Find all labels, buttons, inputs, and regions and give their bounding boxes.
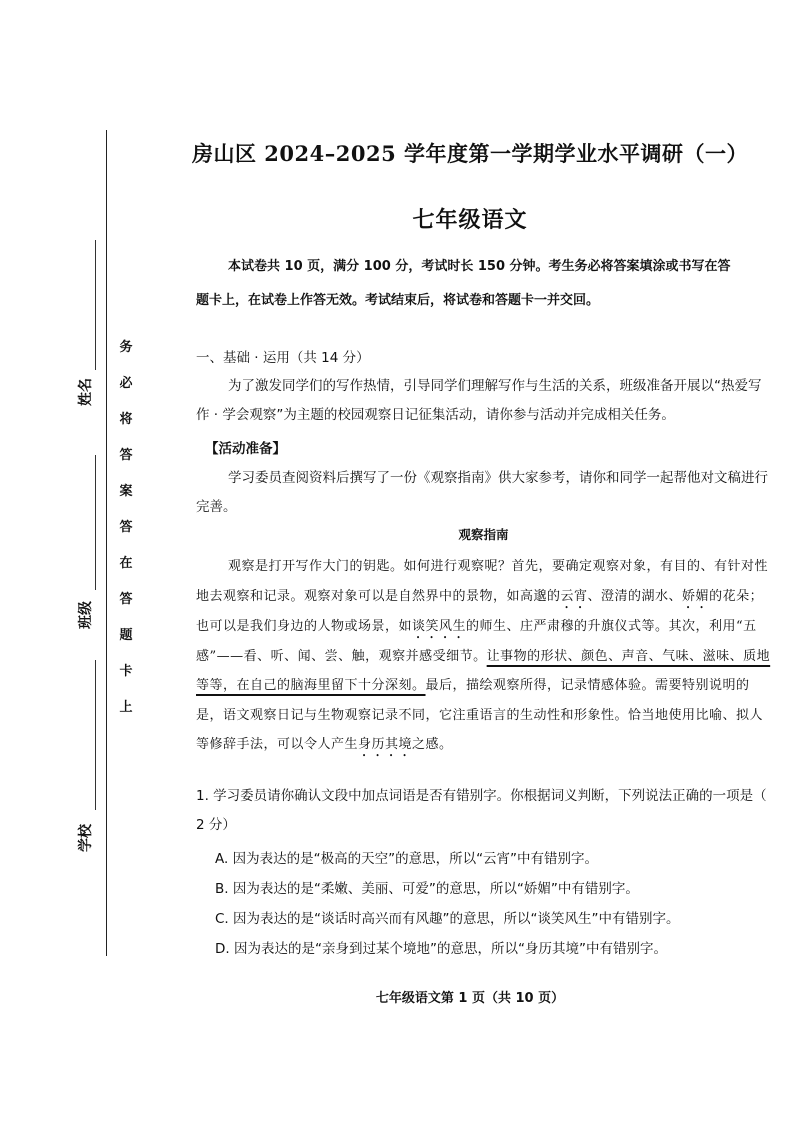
prep-paragraph: 学习委员查阅资料后撰写了一份《观察指南》供大家参考，请你和同学一起帮他对文稿进行完善。 — [196, 470, 768, 515]
guide-text: 观察是打开写作大门的钥匙。如何进行观察呢？首先，要确定观察对象，有目的、有针对性地去观察和记录。观察对象可以是自然界中的景物，如高邈的 — [196, 559, 769, 604]
binding-note-char: 题 — [119, 628, 133, 643]
class-field-line[interactable] — [95, 455, 96, 590]
guide-text: 最后，描绘观察所得，记录情感体验。需要特别说明的是，语文观察日记与生物观察记录不同，它注重语言的生动性和形象性。恰当地使用比喻、拟人等修辞手法，可以令人产生 — [196, 678, 764, 752]
question-stem: 1. 学习委员请你确认文段中加点词语是否有错别字。你根据词义判断，下列说法正确的一项是（ 2 分） — [196, 788, 767, 833]
exam-instructions — [196, 250, 771, 318]
dotted-word: 身历其境 — [358, 737, 413, 752]
dotted-word: 谈笑风生 — [412, 618, 467, 634]
name-field[interactable] — [70, 240, 100, 440]
binding-note-char: 在 — [119, 556, 133, 571]
guide-passage — [196, 552, 771, 760]
binding-note-char: 上 — [119, 700, 133, 715]
instructions-line: 题卡上，在试卷上作答无效。考试结束后，将试卷和答题卡一并交回。 — [196, 293, 600, 308]
school-field-label: 学校 — [78, 824, 94, 852]
binding-note-char: 案 — [119, 484, 133, 499]
guide-title: 观察指南 — [458, 527, 509, 542]
binding-note-char: 答 — [119, 520, 133, 535]
page-footer: 七年级语文第 1 页（共 10 页） — [375, 991, 565, 1006]
option-d[interactable]: D. 因为表达的是“亲身到过某个境地”的意思，所以“身历其境”中有错别字。 — [215, 941, 667, 957]
dotted-word: 云宵 — [560, 588, 588, 604]
activity-tag: 【活动准备】 — [205, 441, 286, 457]
binding-note-char: 卡 — [119, 664, 133, 679]
exam-title: 房山区 2024–2025 学年度第一学期学业水平调研（一） — [191, 141, 748, 166]
section-intro-paragraph: 为了激发同学们的写作热情，引导同学们理解写作与生活的关系，班级准备开展以“热爱写作 · 学会观察”为主题的校园观察日记征集活动，请你参与活动并完成相关任务。 — [196, 378, 762, 423]
instructions-line: 本试卷共 10 页，满分 100 分，考试时长 150 分钟。考生务必将答案填涂或书写在答 — [228, 259, 731, 274]
binding-note-char: 答 — [119, 448, 133, 463]
name-field-label: 姓名 — [78, 378, 94, 406]
option-a[interactable]: A. 因为表达的是“极高的天空”的意思，所以“云宵”中有错别字。 — [215, 851, 599, 867]
binding-note-char: 答 — [119, 592, 133, 607]
school-field[interactable] — [70, 660, 100, 860]
binding-line — [106, 130, 107, 956]
guide-text: 之感。 — [412, 737, 453, 752]
guide-text: 的花朵；也可以是我们身边的人物或场景，如 — [196, 588, 764, 634]
class-field[interactable] — [70, 455, 100, 655]
dotted-word: 娇媚 — [682, 588, 710, 604]
exam-subtitle: 七年级语文 — [412, 207, 528, 233]
option-c[interactable]: C. 因为表达的是“谈话时高兴而有风趣”的意思，所以“谈笑风生”中有错别字。 — [215, 911, 680, 927]
underlined-sentence: 让事物的形状、颜色、声音、气味、滋味、质地等等，在自己的脑海里留下十分深刻。 — [196, 648, 771, 693]
guide-text: 的师生、庄严肃穆的升旗仪式等。其次，利用“五感”——看、听、闻、尝、触，观察并感受细节。 — [196, 618, 757, 664]
binding-note-char: 将 — [119, 412, 133, 427]
binding-note-char: 务 — [119, 340, 133, 355]
binding-note-char: 必 — [119, 376, 133, 391]
guide-text: 、澄清的湖水、 — [587, 588, 683, 604]
school-field-line[interactable] — [95, 660, 96, 810]
class-field-label: 班级 — [78, 601, 94, 629]
option-b[interactable]: B. 因为表达的是“柔嫩、美丽、可爱”的意思，所以“娇媚”中有错别字。 — [215, 881, 639, 897]
name-field-line[interactable] — [95, 240, 96, 370]
section-heading: 一、基础 · 运用（共 14 分） — [196, 350, 370, 366]
